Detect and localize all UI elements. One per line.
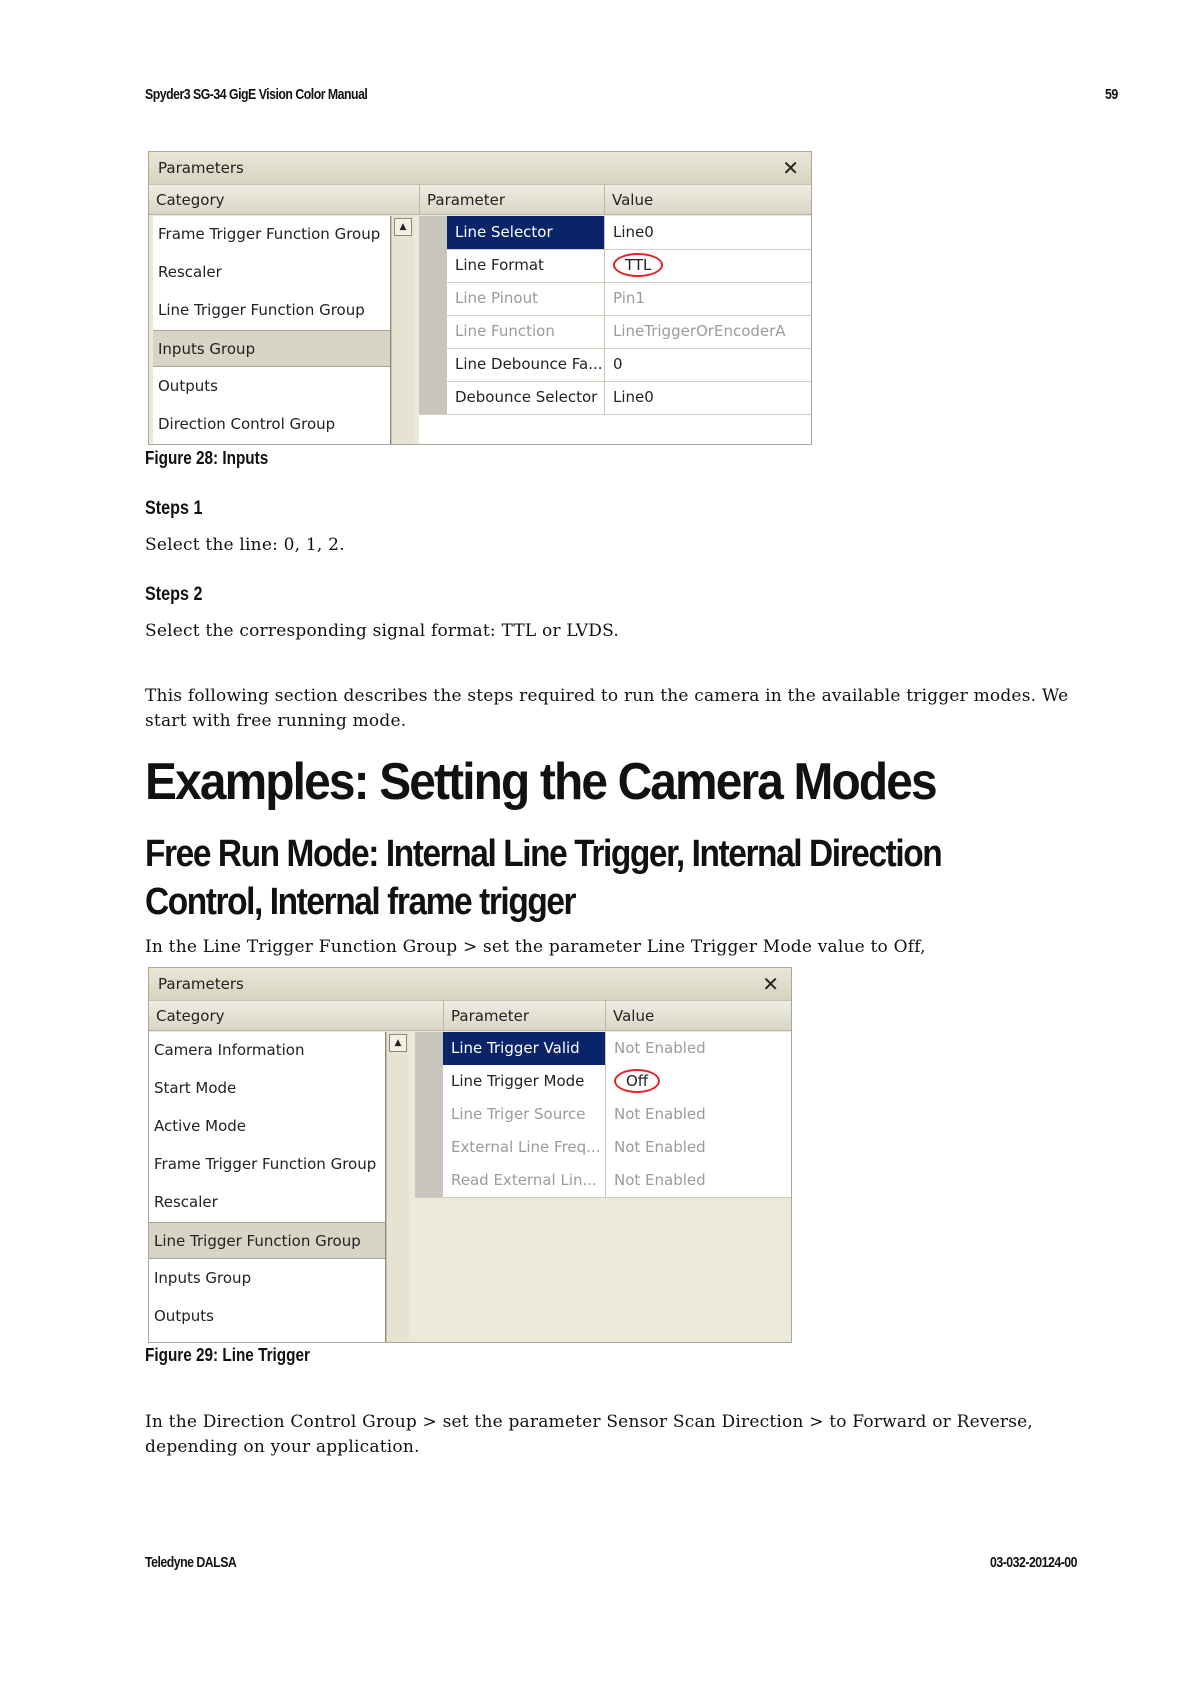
row-gutter (419, 348, 447, 381)
category-item[interactable]: Start Mode (154, 1079, 237, 1097)
highlight-circle: Off (614, 1069, 660, 1093)
heading-free-run-mode: Free Run Mode: Internal Line Trigger, Internal Direction Control, Internal frame trigger (145, 833, 942, 923)
category-list (149, 1032, 386, 1342)
direction-paragraph: In the Direction Control Group > set the parameter Sensor Scan Direction > to Forward or Reverse, depending on your application. (145, 1412, 1034, 1457)
parameter-name: Debounce Selector (455, 388, 598, 406)
parameter-name: Line Debounce Fa... (455, 355, 603, 373)
parameter-row[interactable] (419, 315, 811, 349)
line-trigger-paragraph: In the Line Trigger Function Group > set the parameter Line Trigger Mode value to Off, (145, 937, 926, 957)
footer-company: Teledyne DALSA (145, 1554, 237, 1571)
steps-2-heading: Steps 2 (145, 584, 203, 605)
highlight-circle: TTL (613, 253, 663, 277)
category-scrollbar[interactable] (386, 1032, 409, 1342)
panel-titlebar (149, 152, 811, 185)
category-item[interactable]: Line Trigger Function Group (158, 301, 365, 319)
parameter-row[interactable] (415, 1098, 791, 1132)
parameter-column-header[interactable]: Parameter (443, 1001, 605, 1031)
row-gutter (419, 216, 447, 249)
parameter-name: Line Pinout (455, 289, 538, 307)
parameter-name: Line Function (455, 322, 555, 340)
parameter-value-highlighted[interactable] (605, 1065, 791, 1098)
row-gutter (415, 1164, 443, 1197)
category-item[interactable]: Outputs (158, 377, 218, 395)
category-scrollbar[interactable] (391, 216, 414, 444)
close-icon[interactable]: ✕ (762, 972, 779, 996)
steps-1-heading: Steps 1 (145, 498, 203, 519)
figure-29-parameters-panel (148, 967, 792, 1343)
parameter-value[interactable]: Pin1 (604, 282, 811, 315)
row-gutter (419, 282, 447, 315)
parameter-grid (415, 1032, 791, 1342)
value-column-header[interactable]: Value (605, 1001, 791, 1031)
steps-2-text: Select the corresponding signal format: TTL or LVDS. (145, 621, 619, 641)
parameter-value[interactable]: Not Enabled (605, 1164, 791, 1197)
heading-camera-modes: Examples: Setting the Camera Modes (145, 753, 936, 811)
parameter-value[interactable]: Not Enabled (605, 1131, 791, 1164)
category-item[interactable]: Active Mode (154, 1117, 247, 1135)
value-column-header[interactable]: Value (604, 185, 811, 215)
scroll-up-icon[interactable]: ▲ (389, 1034, 407, 1052)
parameter-value[interactable]: Not Enabled (605, 1032, 791, 1065)
category-item-selected[interactable]: Line Trigger Function Group (149, 1222, 385, 1259)
row-gutter (415, 1065, 443, 1098)
category-item[interactable]: Inputs Group (154, 1269, 252, 1287)
parameter-row[interactable] (419, 282, 811, 316)
category-item[interactable]: Rescaler (158, 263, 222, 281)
row-gutter (419, 315, 447, 348)
panel-title: Parameters (158, 975, 244, 993)
parameter-row[interactable] (415, 1164, 791, 1198)
close-icon[interactable]: ✕ (782, 156, 799, 180)
parameter-row[interactable] (419, 381, 811, 415)
parameter-row[interactable] (415, 1131, 791, 1165)
category-column-header[interactable]: Category (149, 1001, 443, 1031)
parameter-column-header[interactable]: Parameter (419, 185, 604, 215)
category-list (153, 216, 391, 444)
parameter-name: Line Trigger Valid (443, 1032, 605, 1065)
page-number: 59 (1105, 86, 1118, 103)
figure-28-parameters-panel (148, 151, 812, 445)
category-column-header[interactable]: Category (149, 185, 419, 215)
parameter-value[interactable]: Line0 (604, 216, 811, 249)
category-item[interactable]: Frame Trigger Function Group (158, 225, 381, 243)
panel-title: Parameters (158, 159, 244, 177)
parameter-row[interactable] (419, 348, 811, 382)
category-item[interactable]: Rescaler (154, 1193, 218, 1211)
row-gutter (415, 1032, 443, 1065)
category-item[interactable]: Camera Information (154, 1041, 305, 1059)
parameter-value-highlighted[interactable] (604, 249, 811, 282)
parameter-row[interactable] (419, 216, 811, 250)
parameter-row[interactable] (415, 1065, 791, 1099)
intro-paragraph: This following section describes the steps required to run the camera in the available trigger modes. We start with free running mode. (145, 686, 1069, 731)
parameter-name: Line Triger Source (451, 1105, 586, 1123)
steps-1-text: Select the line: 0, 1, 2. (145, 535, 345, 555)
panel-titlebar (149, 968, 791, 1001)
parameter-value[interactable]: Not Enabled (605, 1098, 791, 1131)
parameter-value[interactable]: 0 (604, 348, 811, 381)
category-item[interactable]: Frame Trigger Function Group (154, 1155, 377, 1173)
parameter-row[interactable] (415, 1032, 791, 1066)
parameter-name: Line Selector (447, 216, 604, 249)
parameter-value[interactable]: Line0 (604, 381, 811, 414)
parameter-name: External Line Freq... (451, 1138, 601, 1156)
parameter-grid (419, 216, 811, 444)
parameter-value[interactable]: LineTriggerOrEncoderA (604, 315, 811, 348)
parameter-name: Line Trigger Mode (451, 1072, 585, 1090)
header-title: Spyder3 SG-34 GigE Vision Color Manual (145, 86, 368, 103)
row-gutter (419, 249, 447, 282)
category-item-selected[interactable]: Inputs Group (153, 330, 390, 367)
category-item[interactable]: Direction Control Group (158, 415, 336, 433)
scroll-up-icon[interactable]: ▲ (394, 218, 412, 236)
figure-29-caption: Figure 29: Line Trigger (145, 1345, 310, 1365)
figure-28-caption: Figure 28: Inputs (145, 448, 269, 468)
category-item[interactable]: Outputs (154, 1307, 214, 1325)
row-gutter (419, 381, 447, 414)
parameter-row[interactable] (419, 249, 811, 283)
parameter-name: Read External Lin... (451, 1171, 597, 1189)
row-gutter (415, 1098, 443, 1131)
footer-document-number: 03-032-20124-00 (990, 1554, 1077, 1571)
row-gutter (415, 1131, 443, 1164)
parameter-name: Line Format (455, 256, 544, 274)
